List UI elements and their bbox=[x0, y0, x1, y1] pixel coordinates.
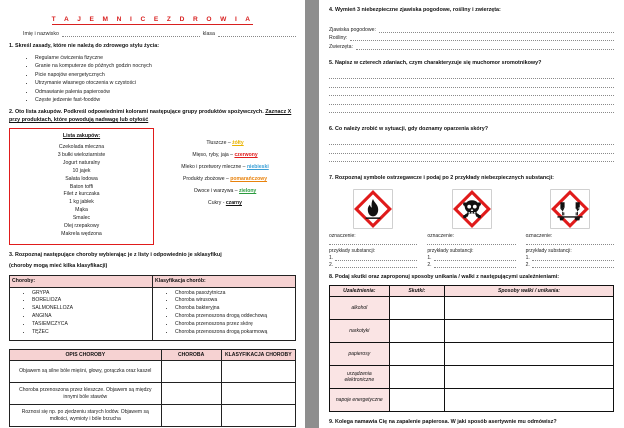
hazard-column-toxic bbox=[427, 189, 515, 270]
examples-label: przykłady substancji: bbox=[427, 247, 474, 254]
legend-entry bbox=[154, 164, 296, 171]
question-5-heading: 5. Napisz w czterech zdaniach, czym charakteryzuje się muchomor sromotnikowy? bbox=[329, 60, 542, 67]
answer-line[interactable] bbox=[329, 97, 614, 105]
list-item[interactable]: • Regularne ćwiczenia fizyczne bbox=[35, 54, 296, 62]
list-item[interactable]: 3 bułki wieloziarniste bbox=[57, 151, 106, 158]
example-number: 2. bbox=[525, 262, 530, 269]
question-6-heading: 6. Co należy zrobić w sytuacji, gdy doznamy oparzenia skóry? bbox=[329, 126, 489, 133]
disease-answer-cell[interactable] bbox=[161, 383, 221, 405]
class-input-line[interactable] bbox=[218, 32, 296, 37]
weather-phenomena-line bbox=[329, 27, 614, 33]
legend-group-label: Mięso, ryby, jaja – bbox=[192, 152, 235, 159]
legend-group-label: Produkty zbożowe – bbox=[182, 176, 231, 183]
effects-answer-cell[interactable] bbox=[389, 366, 444, 389]
plants-answer-line[interactable] bbox=[350, 36, 614, 41]
list-item[interactable]: • Odmawianie palenia papierosów bbox=[35, 88, 296, 96]
list-item[interactable]: 10 jajek bbox=[72, 167, 91, 174]
effects-answer-cell[interactable] bbox=[389, 297, 444, 320]
shopping-list-title: Lista zakupów: bbox=[62, 133, 101, 140]
example-number: 2. bbox=[329, 262, 334, 269]
list-item[interactable]: Jogurt naturalny bbox=[62, 159, 101, 166]
description-cell: Roznosi się np. po zjedzeniu starych lodów. Objawem są mdłości, wymioty i bóle brzucha bbox=[10, 405, 162, 427]
question-3-heading-line1: 3. Rozpoznaj następujące choroby wybierając je z listy i odpowiednio je sklasyfikuj bbox=[9, 251, 222, 258]
table-row bbox=[330, 366, 614, 389]
table-header-row bbox=[10, 350, 296, 361]
example-row bbox=[329, 262, 417, 268]
legend-color-word: pomarańczowy bbox=[230, 176, 268, 183]
legend-color-word: czarny bbox=[225, 200, 242, 207]
table-header-row bbox=[330, 286, 614, 297]
hazard-column-corrosive bbox=[526, 189, 614, 270]
classification-answer-cell[interactable] bbox=[221, 383, 295, 405]
addiction-label: papierosy bbox=[330, 343, 390, 366]
plants-line bbox=[329, 35, 614, 41]
column-header-classifications: Klasyfikacja chorób: bbox=[153, 275, 296, 287]
marking-label: oznaczenie: bbox=[427, 232, 455, 239]
column-header-diseases: Choroby: bbox=[10, 275, 153, 287]
list-item[interactable]: • Granie na komputerze do późnych godzin nocnych bbox=[35, 62, 296, 70]
question-2-heading bbox=[9, 109, 296, 125]
skull-and-crossbones-icon bbox=[452, 189, 492, 229]
question-1-heading: 1. Skreśl zasady, które nie należą do zdrowego stylu życia: bbox=[9, 43, 159, 49]
weather-answer-line[interactable] bbox=[379, 28, 614, 33]
flame-icon bbox=[353, 189, 393, 229]
list-item[interactable]: • Choroba wirusowa bbox=[175, 297, 293, 305]
question-3-heading-line2: (choroby mogą mieć kilka klasyfikacji) bbox=[9, 262, 108, 269]
answer-line[interactable] bbox=[329, 72, 614, 80]
addiction-label: alkohol bbox=[330, 297, 390, 320]
hazard-column-flammable bbox=[329, 189, 417, 270]
list-item[interactable]: • Choroba pasożytnicza bbox=[175, 290, 293, 298]
page-right bbox=[319, 0, 624, 428]
example-answer-line[interactable] bbox=[335, 256, 417, 261]
question-8-heading: 8. Podaj skutki oraz zaproponuj sposoby unikania / walki z następującymi uzależnieniami: bbox=[329, 273, 560, 280]
prevention-answer-cell[interactable] bbox=[445, 320, 614, 343]
answer-line[interactable] bbox=[329, 106, 614, 114]
table-row bbox=[330, 389, 614, 412]
plants-label: Rośliny: bbox=[329, 35, 348, 42]
legend-group-label: Owoce i warzywa – bbox=[193, 188, 239, 195]
example-number: 2. bbox=[427, 262, 432, 269]
list-item[interactable]: • Częste jedzenie fast-foodów bbox=[35, 96, 296, 104]
list-item[interactable]: Sałata lodowa bbox=[65, 175, 98, 182]
list-item[interactable]: • Choroba przenoszona drogą oddechową bbox=[175, 313, 293, 321]
addiction-label: napoje energetyczne bbox=[330, 389, 390, 412]
table-row bbox=[10, 287, 296, 341]
list-item[interactable]: Smalec bbox=[72, 215, 91, 222]
description-cell: Objawem są silne bóle mięśni, głowy, gorączka oraz kaszel bbox=[10, 361, 162, 383]
legend-color-word: czerwony bbox=[234, 152, 258, 159]
disease-answer-table bbox=[9, 349, 296, 427]
list-item[interactable]: Olej rzepakowy bbox=[63, 223, 100, 230]
examples-label: przykłady substancji: bbox=[525, 247, 572, 254]
shopping-section bbox=[9, 128, 296, 245]
answer-line[interactable] bbox=[329, 80, 614, 88]
question-7-heading: 7. Rozpoznaj symbole ostrzegawcze i podaj po 2 przykłady niebezpiecznych substancji: bbox=[329, 175, 554, 182]
classification-answer-cell[interactable] bbox=[221, 405, 295, 427]
description-cell: Choroba przenoszona przez kleszcze. Objawem są między innymi bóle stawów bbox=[10, 383, 162, 405]
column-header-disease: CHOROBA bbox=[161, 350, 221, 361]
legend-entry bbox=[154, 152, 296, 159]
addiction-label: urządzenia elektroniczne bbox=[330, 366, 390, 389]
table-header-row bbox=[10, 275, 296, 287]
column-header-description: OPIS CHOROBY bbox=[10, 350, 162, 361]
legend-group-label: Mleko i przetwory mleczne – bbox=[181, 164, 247, 171]
legend-entry bbox=[154, 140, 296, 147]
example-row bbox=[526, 255, 614, 261]
question-1-list bbox=[9, 54, 296, 105]
legend-entry bbox=[154, 188, 296, 195]
classifications-cell bbox=[153, 287, 296, 341]
list-item[interactable]: Mąka bbox=[75, 207, 88, 214]
list-item[interactable]: Filet z kurczaka bbox=[63, 191, 100, 198]
list-item[interactable]: • Choroba bakteryjna bbox=[175, 305, 293, 313]
shopping-list-box bbox=[9, 128, 154, 245]
list-item[interactable]: • GRYPA bbox=[32, 290, 150, 298]
column-header-effects: Skutki: bbox=[389, 286, 444, 297]
table-row bbox=[330, 343, 614, 366]
legend-group-label: Tłuszcze – bbox=[206, 140, 233, 147]
disease-reference-table bbox=[9, 275, 296, 342]
list-item[interactable]: • TĘŻEC bbox=[32, 329, 150, 337]
prevention-answer-cell[interactable] bbox=[445, 343, 614, 366]
question-4-heading: 4. Wymień 3 niebezpieczne zjawiska pogodowe, rośliny i zwierzęta: bbox=[329, 7, 501, 13]
hazard-pictogram-row bbox=[329, 189, 614, 270]
example-number: 1. bbox=[525, 254, 530, 261]
prevention-answer-cell[interactable] bbox=[445, 366, 614, 389]
list-item[interactable]: • BORELIOZA bbox=[32, 297, 150, 305]
legend-entry bbox=[154, 200, 296, 207]
worksheet-title: T A J E M N I C E Z D R O W I A bbox=[51, 16, 254, 23]
animals-label: Zwierzęta: bbox=[329, 43, 353, 50]
disease-answer-cell[interactable] bbox=[161, 405, 221, 427]
list-item[interactable]: Baton toffi bbox=[69, 183, 94, 190]
example-answer-line[interactable] bbox=[532, 256, 614, 261]
list-item[interactable]: • Picie napojów energetycznych bbox=[35, 71, 296, 79]
marking-label: oznaczenie: bbox=[329, 232, 356, 239]
effects-answer-cell[interactable] bbox=[389, 343, 444, 366]
example-row bbox=[526, 262, 614, 268]
class-label: klasa bbox=[202, 31, 215, 37]
answer-line[interactable] bbox=[329, 155, 614, 163]
marking-answer-line[interactable] bbox=[526, 240, 614, 245]
examples-label: przykłady substancji: bbox=[329, 247, 376, 254]
diseases-cell bbox=[10, 287, 153, 341]
list-item[interactable]: Makrela wędzona bbox=[61, 230, 102, 237]
list-item[interactable]: • Utrzymanie własnego otoczenia w czystości bbox=[35, 79, 296, 87]
effects-answer-cell[interactable] bbox=[389, 389, 444, 412]
worksheet-title-wrap bbox=[9, 8, 296, 26]
table-row bbox=[10, 361, 296, 383]
disease-answer-cell[interactable] bbox=[161, 361, 221, 383]
example-row bbox=[427, 255, 515, 261]
table-row bbox=[10, 405, 296, 427]
corrosion-icon bbox=[550, 189, 590, 229]
column-header-classification: KLASYFIKACJA CHOROBY bbox=[221, 350, 295, 361]
legend-entry bbox=[154, 176, 296, 183]
name-input-line[interactable] bbox=[62, 32, 200, 37]
column-header-addictions: Uzależnienia: bbox=[330, 286, 390, 297]
weather-label: Zjawiska pogodowe: bbox=[329, 26, 377, 33]
example-row bbox=[427, 262, 515, 268]
animals-line bbox=[329, 44, 614, 50]
list-item[interactable]: Czekolada mleczna bbox=[58, 144, 105, 151]
marking-answer-line[interactable] bbox=[427, 240, 515, 245]
legend-group-label: Cukry - bbox=[208, 200, 226, 207]
animals-answer-line[interactable] bbox=[356, 45, 614, 50]
example-answer-line[interactable] bbox=[335, 263, 417, 268]
example-number: 1. bbox=[329, 254, 334, 261]
legend-color-word: zielony bbox=[239, 188, 257, 195]
disease-list bbox=[12, 290, 150, 338]
example-answer-line[interactable] bbox=[434, 256, 516, 261]
prevention-answer-cell[interactable] bbox=[445, 389, 614, 412]
effects-answer-cell[interactable] bbox=[389, 320, 444, 343]
example-answer-line[interactable] bbox=[532, 263, 614, 268]
marking-answer-line[interactable] bbox=[329, 240, 417, 245]
list-item[interactable]: • Choroba przenoszona drogą pokarmową bbox=[175, 329, 293, 337]
classification-list bbox=[155, 290, 293, 338]
page-gutter bbox=[305, 0, 319, 428]
question-9-heading: 9. Kolega namawia Cię na zapalenie papierosa. W jaki sposób asertywnie mu odmówisz? bbox=[329, 419, 557, 426]
classification-answer-cell[interactable] bbox=[221, 361, 295, 383]
question-2-heading-part1: 2. Oto lista zakupów. Podkreśl odpowiednimi kolorami następujące grupy produktów spożywczych. bbox=[9, 109, 264, 116]
addictions-table bbox=[329, 285, 614, 412]
example-row bbox=[329, 255, 417, 261]
food-group-color-legend bbox=[154, 128, 296, 212]
answer-line[interactable] bbox=[329, 89, 614, 97]
table-row bbox=[330, 297, 614, 320]
page-left bbox=[0, 0, 305, 428]
legend-color-word: żółty bbox=[232, 140, 244, 147]
name-label: Imię i nazwisko bbox=[23, 31, 59, 37]
legend-color-word: niebieski bbox=[246, 164, 269, 171]
table-row bbox=[330, 320, 614, 343]
list-item[interactable]: • TASIEMCZYCA bbox=[32, 321, 150, 329]
addiction-label: narkotyki bbox=[330, 320, 390, 343]
column-header-prevention: Sposoby walki / unikania: bbox=[445, 286, 614, 297]
answer-line[interactable] bbox=[329, 146, 614, 154]
answer-line[interactable] bbox=[329, 138, 614, 146]
list-item[interactable]: 1 kg jabłek bbox=[69, 199, 94, 206]
student-identity-line bbox=[23, 31, 296, 37]
example-number: 1. bbox=[427, 254, 432, 261]
example-answer-line[interactable] bbox=[434, 263, 516, 268]
list-item[interactable]: • SALMONELLOZA bbox=[32, 305, 150, 313]
prevention-answer-cell[interactable] bbox=[445, 297, 614, 320]
list-item[interactable]: • Choroba przenoszona przez skórę bbox=[175, 321, 293, 329]
marking-label: oznaczenie: bbox=[525, 232, 553, 239]
table-row bbox=[10, 383, 296, 405]
question-2-heading-part2: Zaznacz X przy produktach, które powodują nadwagę lub otyłość bbox=[9, 109, 292, 124]
list-item[interactable]: • ANGINA bbox=[32, 313, 150, 321]
